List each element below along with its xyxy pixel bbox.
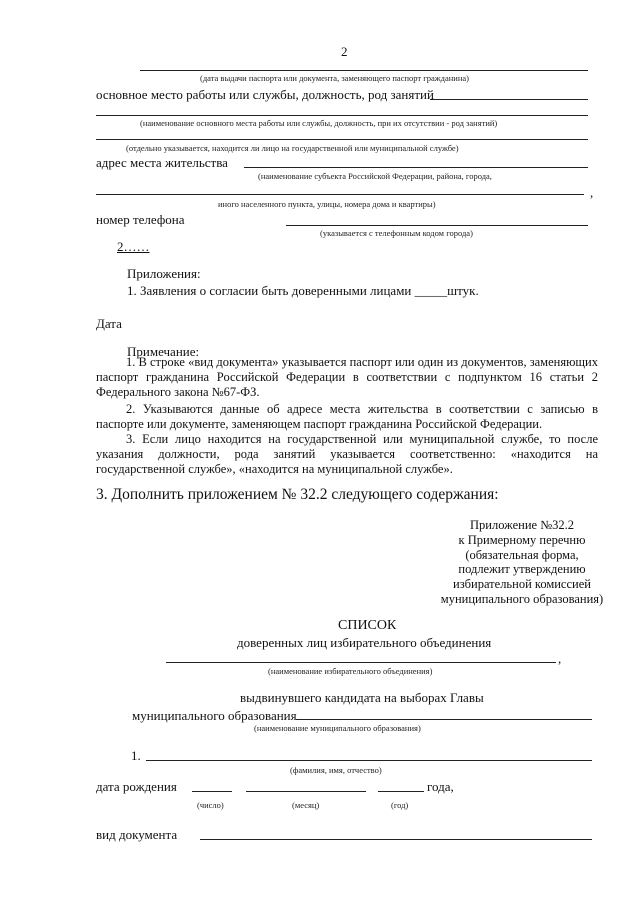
workplace-label: основное место работы или службы, должность, род занятий (96, 87, 434, 102)
appendix-line-2: к Примерному перечню (458, 532, 586, 547)
appendix-line-1: Приложение №32.2 (469, 518, 575, 532)
workplace-line[interactable] (430, 99, 588, 100)
appendix-line-6: муниципального образования) (440, 591, 604, 606)
civil-service-line[interactable] (96, 139, 588, 140)
appendix-line-5: избирательной комиссией (453, 577, 591, 592)
workplace-caption: (наименование основного места работы или службы, должность, при их отсутствии - род занятий) (140, 118, 498, 128)
assoc-name-caption: (наименование избирательного объединения) (268, 666, 433, 676)
birth-date-label: дата рождения (96, 779, 177, 794)
nominated-text: выдвинувшего кандидата на выборах Главы (240, 690, 484, 705)
birth-day-line[interactable] (192, 791, 232, 792)
notes-heading: Примечание: (127, 344, 200, 359)
address-line[interactable] (244, 167, 588, 168)
list-item-1-number: 1. (131, 748, 141, 763)
page-number: 2 (341, 44, 348, 59)
year-caption: (год) (391, 800, 409, 810)
fio-caption: (фамилия, имя, отчество) (290, 765, 382, 775)
item-2: 2…… (117, 239, 150, 254)
appendix-line-4: подлежит утверждению (458, 562, 586, 577)
note-1: 1. В строке «вид документа» указывается паспорт или один из документов, заменяющих паспорт гражданина Российской Федерации в соответствии с подпунктом 16 статьи 2 Федерального закона №67-ФЗ. (96, 355, 598, 399)
attachments-heading: Приложения: (127, 266, 201, 281)
appendix-block (432, 518, 612, 607)
list-title: СПИСОК (338, 618, 397, 633)
document-type-line[interactable] (200, 839, 592, 840)
month-caption: (месяц) (292, 800, 320, 810)
phone-label: номер телефона (96, 212, 185, 227)
birth-month-line[interactable] (246, 791, 366, 792)
note-2: 2. Указываются данные об адресе места жительства в соответствии с записью в паспорте или документе, заменяющем паспорт гражданина Российской Федерации. (96, 402, 598, 431)
assoc-name-line[interactable] (166, 662, 556, 663)
address-label: адрес места жительства (96, 155, 228, 170)
list-subtitle: доверенных лиц избирательного объединения (237, 635, 492, 650)
phone-line[interactable] (286, 225, 588, 226)
birth-year-line[interactable] (378, 791, 424, 792)
year-suffix: года, (427, 779, 454, 794)
document-type-label: вид документа (96, 827, 178, 842)
address-comma: , (590, 185, 594, 200)
subject-caption: (наименование субъекта Российской Федерации, района, города, (258, 171, 492, 181)
passport-date-caption: (дата выдачи паспорта или документа, заменяющего паспорт гражданина) (200, 73, 469, 83)
attachments-item-1: 1. Заявления о согласии быть доверенными лицами _____штук. (127, 283, 479, 298)
day-caption: (число) (197, 800, 224, 810)
civil-service-caption: (отдельно указывается, находится ли лицо на государственной или муниципальной службе) (126, 143, 459, 153)
section-3-heading: 3. Дополнить приложением № 32.2 следующего содержания: (96, 486, 499, 503)
workplace-line-2[interactable] (96, 115, 588, 116)
municipality-caption: (наименование муниципального образования) (254, 723, 421, 733)
note-3: 3. Если лицо находится на государственной или муниципальной службе, то после указания должности, рода занятий указывается соответственно: «находится на государственной службе», «находится на муниципальной службе». (96, 432, 598, 476)
assoc-comma: , (558, 651, 562, 666)
fio-line[interactable] (146, 760, 592, 761)
municipality-label: муниципального образования (132, 708, 297, 723)
settlement-caption: иного населенного пункта, улицы, номера дома и квартиры) (218, 199, 436, 209)
appendix-line-3: (обязательная форма, (465, 547, 579, 562)
phone-caption: (указывается с телефонным кодом города) (320, 228, 473, 238)
address-line-2[interactable] (96, 194, 584, 195)
passport-date-line (140, 70, 588, 71)
municipality-line[interactable] (296, 719, 592, 720)
date-label: Дата (96, 316, 122, 331)
